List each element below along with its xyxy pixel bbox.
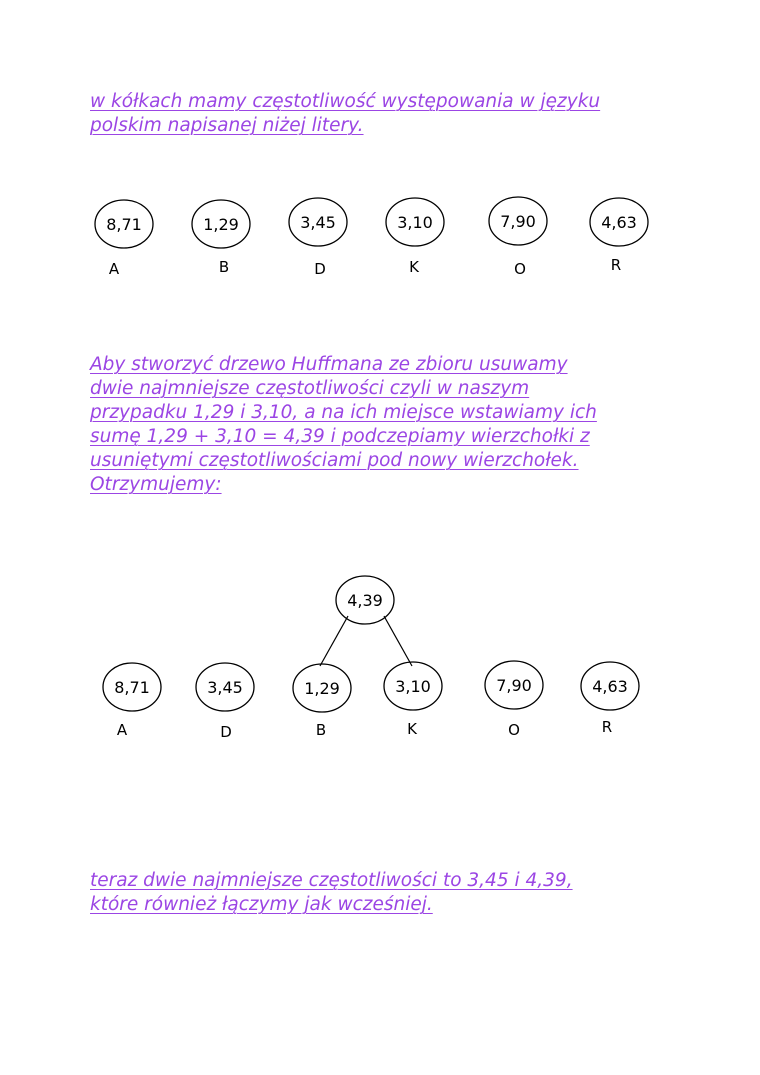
huffman-line: przypadku 1,29 i 3,10, a na ich miejsce wstawiamy ich [90,402,597,423]
node-d [289,198,347,278]
node-o [489,197,547,278]
node-value: 8,71 [114,678,150,697]
node-value: 3,45 [300,213,336,232]
node-d [196,663,254,741]
node-letter: O [508,721,520,739]
huffman-line: usuniętymi częstotliwościami pod nowy wierzchołek. [90,450,579,471]
node-letter: B [218,258,230,276]
node-value: 8,71 [106,215,142,234]
node-k [384,662,442,738]
node-letter: D [314,260,326,278]
next-line: które również łączymy jak wcześniej. [90,894,433,915]
intro-paragraph [90,90,690,138]
node-r [590,198,648,274]
intro-line: w kółkach mamy częstotliwość występowania w języku [90,91,601,112]
tree-edge-right [384,616,412,666]
node-value: 3,10 [397,213,433,232]
node-r [581,662,639,736]
tree-edge-left [320,616,348,666]
node-letter: B [315,721,327,739]
node-value: 3,10 [395,677,431,696]
node-k [386,198,444,276]
node-value: 4,63 [601,213,637,232]
node-value: 1,29 [203,215,239,234]
node-a [103,663,161,739]
next-line: teraz dwie najmniejsze częstotliwości to 3,45 i 4,39, [90,870,573,891]
node-letter: D [220,723,232,741]
parent-node [336,576,394,624]
node-value: 3,45 [207,678,243,697]
huffman-line: sumę 1,29 + 3,10 = 4,39 i podczepiamy wierzchołki z [90,426,590,447]
node-b [293,664,351,739]
huffman-line: dwie najmniejsze częstotliwości czyli w naszym [90,378,530,399]
node-value: 7,90 [500,212,536,231]
node-value: 1,29 [304,679,340,698]
node-value: 7,90 [496,676,532,695]
node-b [192,200,250,276]
node-letter: K [407,720,417,738]
node-o [485,661,543,739]
node-value: 4,39 [347,591,383,610]
node-letter: A [108,260,120,278]
intro-line: polskim napisanej niżej litery. [90,115,364,136]
node-letter: R [610,256,622,274]
frequency-diagram [0,190,760,290]
node-a [95,200,153,278]
huffman-tree-diagram [0,570,760,750]
huffman-line: Otrzymujemy: [90,474,222,495]
node-value: 4,63 [592,677,628,696]
node-letter: K [409,258,419,276]
huffman-paragraph [90,353,690,497]
node-letter: A [116,721,128,739]
node-letter: O [514,260,526,278]
next-step-paragraph [90,869,690,917]
node-letter: R [601,718,613,736]
huffman-line: Aby stworzyć drzewo Huffmana ze zbioru usuwamy [90,354,568,375]
